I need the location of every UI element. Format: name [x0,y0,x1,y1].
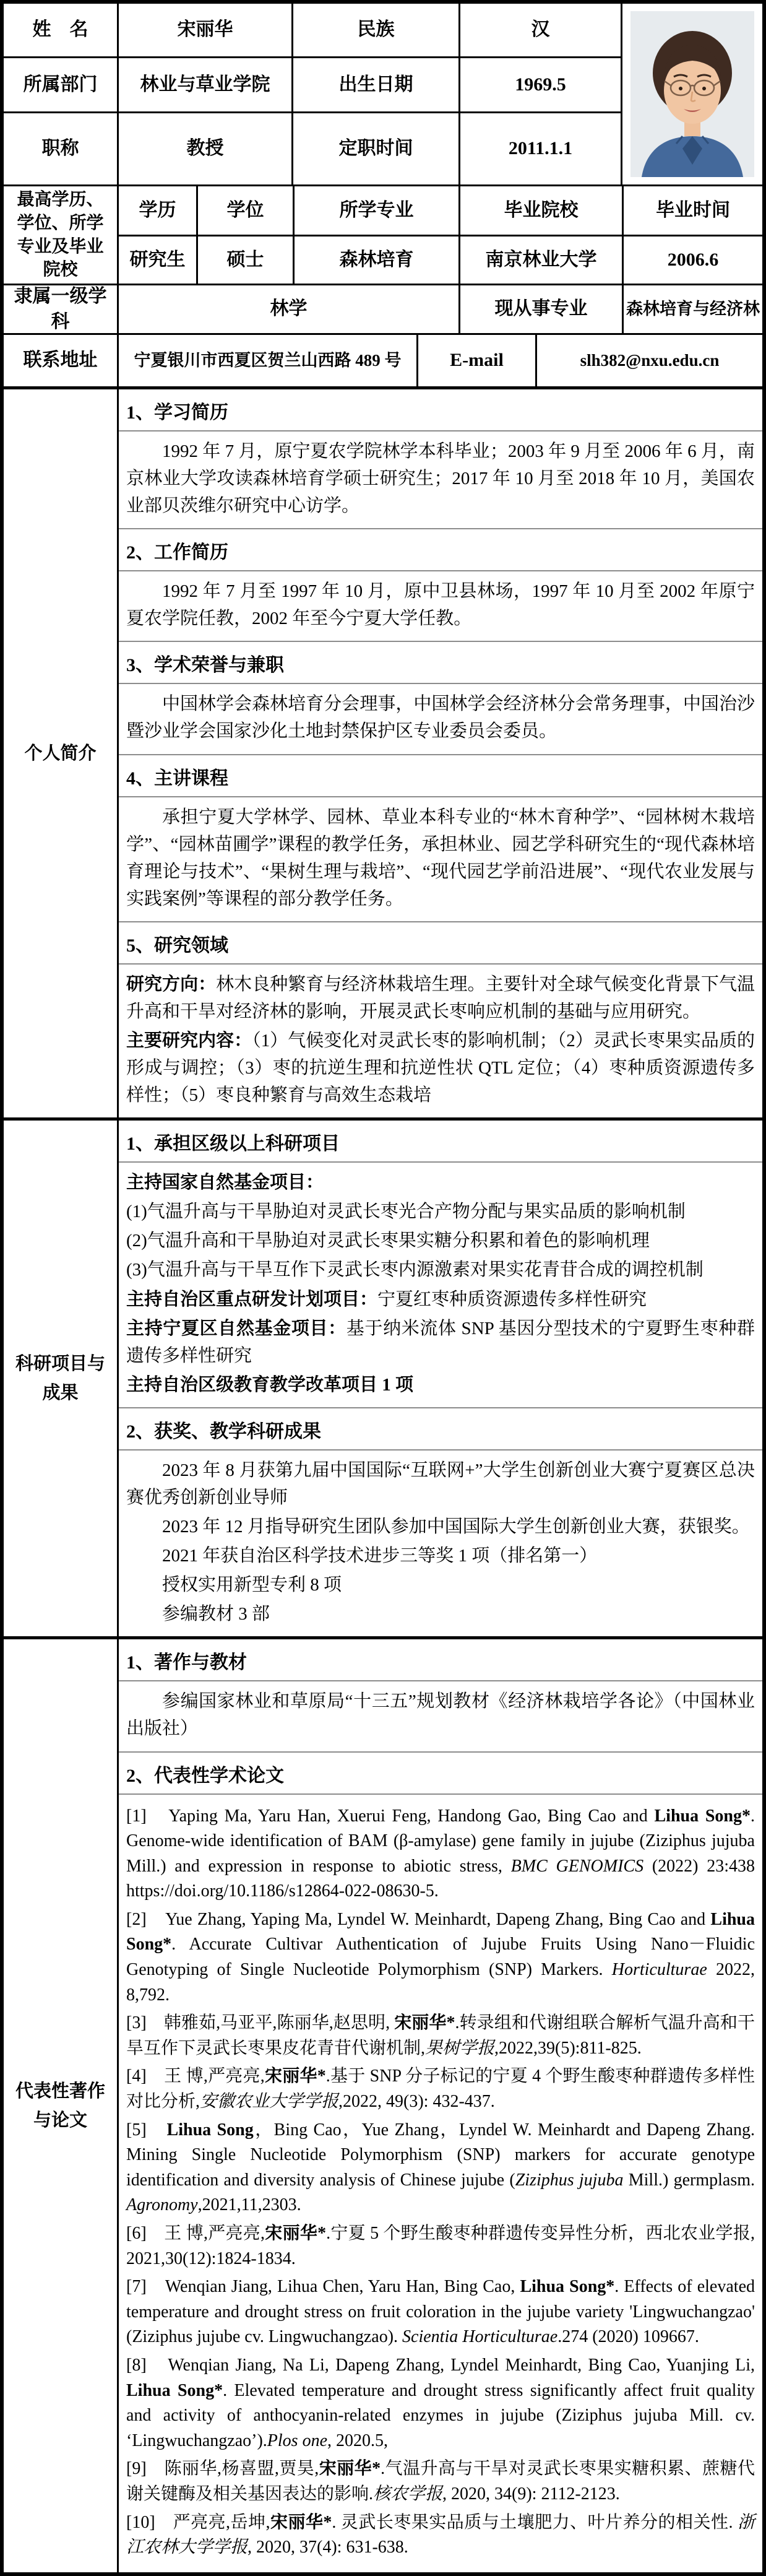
text-run: , 2020, 37(4): 631-638. [247,2538,408,2557]
section-row [4,386,762,1117]
education-row-label: 最高学历、学位、所学专业及毕业院校 [4,186,119,285]
text-run: ,2021,11,2303. [197,2195,301,2215]
section-row-label: 科研项目与成果 [4,1121,119,1636]
email-label: E-mail [418,335,537,386]
text-run: Ziziphus jujuba [515,2170,624,2190]
section-row [4,1117,762,1636]
subsection-header: 1、学习简历 [119,389,762,432]
text-run: . Genome-wide identification of BAM (β-amylase) gene family in jujube (Ziziphus jujuba Mill.) and expression in response to abiotic stress, [126,1806,755,1876]
contact-grid [4,335,762,386]
text-run: . Elevated temperature and drought stress significantly affect fruit quality and activity of anthocyanin-related enzymes in jujube (Ziziphus jujuba Mill. cv. ‘Lingwuchangzao’). [126,2380,755,2450]
reference-item [126,2510,755,2561]
subsection-header: 3、学术荣誉与兼职 [119,642,762,684]
subsection-header: 1、著作与教材 [119,1639,762,1681]
text-run: . Effects of elevated temperature and drought stress on fruit coloration in the jujube variety 'Lingwuchangzao' (Ziziphus jujube cv. Lingwuchangzao). [126,2277,755,2347]
text-run: 1992 年 7 月，原宁夏农学院林学本科毕业；2003 年 9 月至 2006 年 6 月，南京林业大学攻读森林培育学硕士研究生；2017 年 10 月至 2018 年 10 月，美国农业部贝茨维尔研究中心访学。 [126,441,755,516]
paragraph [126,578,755,632]
text-run: 2023 年 8 月获第九届中国国际“互联网+”大学生创新创业大赛宁夏赛区总决赛优秀创新创业导师 [126,1460,755,1507]
edu-header-graduation-time: 毕业时间 [624,186,762,236]
subsection-body [119,571,762,642]
subsection-header: 1、承担区级以上科研项目 [119,1121,762,1163]
text-run: 核农学报 [373,2484,443,2504]
reference-number: [1] [126,1806,169,1826]
reference-item [126,2221,755,2271]
birthdate-value: 1969.5 [460,58,622,113]
reference-item [126,2353,755,2453]
birthdate-label: 出生日期 [293,58,460,113]
reference-number: [8] [126,2355,168,2375]
text-run: 承担宁夏大学林学、园林、草业本科专业的“林木育种学”、“园林树木栽培学”、“园林苗圃学”课程的教学任务，承担林业、园艺学科研究生的“现代森林培育理论与技术”、“果树生理与栽培”、“现代园艺学前沿进展”、“现代农业发展与实践案例”等课程的部分教学任务。 [126,807,755,909]
reference-number: [2] [126,1909,166,1929]
subsection-body [119,684,762,755]
reference-item [126,1804,755,1904]
text-run: 参编国家林业和草原局“十三五”规划教材《经济林栽培学各论》（中国林业出版社） [126,1691,755,1739]
text-run: , 2020.5, [327,2431,389,2450]
ethnicity-label: 民族 [293,4,460,58]
paragraph [126,971,755,1025]
paragraph [126,1286,755,1313]
text-run: Scientia Horticulturae [402,2327,558,2347]
reference-number: [6] [126,2224,165,2243]
subsection-body [119,1163,762,1408]
reference-item [126,2118,755,2218]
current-specialty-value: 森林培育与经济林 [624,285,762,335]
paragraph [126,1513,755,1540]
reference-number: [3] [126,2013,164,2033]
department-label: 所属部门 [4,58,119,113]
text-run: Mill.) germplasm. [623,2170,755,2190]
paragraph [126,1542,755,1569]
text-run: .274 (2020) 109667. [557,2327,699,2347]
education-grid [4,186,762,285]
text-run: Lihua Song* [520,2277,615,2297]
text-run: Lihua Song [166,2120,254,2140]
edu-value-graduation-time: 2006.6 [624,236,762,285]
text-run: 基于纳米流体 SNP 基因分型技术的宁夏野生枣种群遗传多样性研究 [126,1318,755,1366]
current-specialty-label: 现从事专业 [460,285,624,335]
text-run: 主持国家自然基金项目： [126,1173,324,1193]
text-run: ，Bing Cao，Yue Zhang，Lyndel W. Meinhardt and Dapeng Zhang. Mining Single Nucleotide Polymorphism (SNP) markers for accurate genotype identification and diversity analysis of Chinese jujube ( [126,2120,755,2190]
text-run: . 灵武长枣果实品质与土壤肥力、叶片养分的相关性. [332,2512,738,2532]
text-run: 授权实用新型专利 8 项 [162,1575,342,1595]
text-run: 主持自治区重点研发计划项目： [126,1289,378,1309]
text-run: Lihua Song* [654,1806,751,1826]
basic-info-grid [4,4,762,186]
section-row [4,1636,762,2572]
paragraph [126,1256,755,1283]
edu-value-degree: 硕士 [198,236,295,285]
text-run: Wenqian Jiang, Lihua Chen, Yaru Han, Bing Cao, [165,2277,520,2297]
text-run: 宋丽华* [394,2013,455,2033]
text-run: . Accurate Cultivar Authentication of Jujube Fruits Using Nano－Fluidic Genotyping of Single Nucleotide Polymorphism (SNP) Markers. [126,1935,755,1980]
text-run: 宋丽华* [264,2066,326,2086]
paragraph [126,1457,755,1511]
text-run: 安徽农业大学学报 [200,2092,339,2112]
text-run: .转录组和代谢组联合解析气温升高和干旱互作下灵武长枣果皮花青苷代谢机制, [126,2013,755,2058]
edu-value-degree-level: 研究生 [119,236,198,285]
paragraph [126,1600,755,1628]
title-value: 教授 [119,113,293,186]
discipline-label: 隶属一级学科 [4,285,119,335]
reference-item [126,2275,755,2350]
paragraph [126,1027,755,1109]
text-run: Horticulturae [611,1960,707,1980]
text-run: 严亮亮,岳坤, [173,2512,270,2532]
text-run: 2022, 8,792. [126,1960,755,2005]
text-run: 研究方向： [126,974,217,994]
section-content [119,1121,762,1636]
subsection-header: 5、研究领域 [119,922,762,965]
text-run: 宁夏红枣种质资源遗传多样性研究 [377,1289,647,1309]
title-label: 职称 [4,113,119,186]
text-run: 林木良种繁育与经济林栽培生理。主要针对全球气候变化背景下气温升高和干旱对经济林的影响，开展灵武长枣响应机制的基础与应用研究。 [126,974,755,1021]
section-content [119,1639,762,2572]
text-run: Wenqian Jiang, Na Li, Dapeng Zhang, Lyndel Meinhardt, Bing Cao, Yuanjing Li, [168,2355,755,2375]
text-run: 果树学报 [425,2038,495,2058]
edu-header-major: 所学专业 [295,186,460,236]
subsection-body [119,432,762,529]
text-run: .气温升高与干旱对灵武长枣果实糖积累、蔗糖代谢关键酶及相关基因表达的影响. [126,2459,755,2504]
text-run: .宁夏 5 个野生酸枣种群遗传变异性分析，西北农业学报, 2021,30(12):1824-1834. [126,2224,755,2268]
portrait-photo [630,11,754,177]
subsection-body [119,797,762,922]
text-run: ,2022,39(5):811-825. [494,2038,642,2058]
email-value: slh382@nxu.edu.cn [580,351,720,370]
text-run: , 2020, 34(9): 2112-2123. [442,2484,620,2504]
text-run: Lihua Song* [126,2380,223,2400]
text-run: 宋丽华* [270,2512,332,2532]
name-value: 宋丽华 [119,4,293,58]
paragraph [126,804,755,913]
reference-item [126,2011,755,2061]
edu-header-school: 毕业院校 [460,186,624,236]
text-run: 陈丽华,杨喜盟,贾昊, [164,2459,319,2479]
text-run: (2022) 23:438 https://doi.org/10.1186/s12864-022-08630-5. [126,1856,755,1901]
text-run: （1）气候变化对灵武长枣的影响机制；（2）灵武长枣果实品质的形成与调控；（3）枣的抗逆生理和抗逆性状 QTL 定位；（4）枣种质资源遗传多样性；（5）枣良种繁育与高效生态栽培 [126,1031,755,1106]
text-run: 1992 年 7 月至 1997 年 10 月，原中卫县林场，1997 年 10 月至 2002 年原宁夏农学院任教，2002 年至今宁夏大学任教。 [126,581,755,629]
photo-cell [622,4,762,186]
reference-number: [9] [126,2459,165,2479]
text-run: 2021 年获自治区科学技术进步三等奖 1 项（排名第一） [162,1546,598,1566]
subsection-body [119,1681,762,1752]
text-run: (3)气温升高与干旱互作下灵武长枣内源激素对果实花青苷合成的调控机制 [126,1260,704,1280]
discipline-grid [4,285,762,335]
text-run: 王 博,严亮亮, [164,2224,265,2243]
text-run: 浙江农林大学学报 [126,2512,755,2557]
text-run: 主要研究内容： [126,1031,252,1051]
text-run: 宋丽华* [265,2224,327,2243]
paragraph [126,1371,755,1399]
paragraph [126,1198,755,1225]
text-run: Yaping Ma, Yaru Han, Xuerui Feng, Handong Gao, Bing Cao and [168,1806,655,1826]
text-run: 主持宁夏区自然基金项目： [126,1318,346,1338]
text-run: 王 博,严亮亮, [164,2066,265,2086]
edu-header-degree: 学位 [198,186,295,236]
paragraph [126,1169,755,1196]
text-run: 宋丽华* [319,2459,381,2479]
text-run: 主持自治区级教育教学改革项目 1 项 [126,1374,414,1395]
text-run: 韩雅茹,马亚平,陈丽华,赵思明, [163,2013,395,2033]
paragraph [126,1227,755,1254]
department-value: 林业与草业学院 [119,58,293,113]
text-run: BMC GENOMICS [510,1856,644,1876]
ethnicity-value: 汉 [460,4,622,58]
section-content [119,389,762,1117]
text-run: (1)气温升高与干旱胁迫对灵武长枣光合产物分配与果实品质的影响机制 [126,1202,686,1222]
subsection-header: 4、主讲课程 [119,755,762,797]
appointment-date-label: 定职时间 [293,113,460,186]
subsection-header: 2、代表性学术论文 [119,1753,762,1795]
paragraph [126,1315,755,1369]
address-label: 联系地址 [4,335,119,386]
text-run: ,2022, 49(3): 432-437. [338,2092,495,2112]
section-row-label: 个人简介 [4,389,119,1117]
reference-list [119,1795,762,2572]
reference-item [126,1907,755,2008]
text-run: 参编教材 3 部 [162,1604,270,1624]
reference-item [126,2064,755,2114]
section-row-label: 代表性著作与论文 [4,1639,119,2572]
subsection-header: 2、获奖、教学科研成果 [119,1408,762,1451]
address-value: 宁夏银川市西夏区贺兰山西路 489 号 [119,335,418,386]
text-run: .基于 SNP 分子标记的宁夏 4 个野生酸枣种群遗传多样性对比分析, [126,2066,755,2112]
text-run: Lihua Song* [126,1909,755,1954]
text-run: 中国林学会森林培育分会理事，中国林学会经济林分会常务理事，中国治沙暨沙业学会国家沙化土地封禁保护区专业委员会委员。 [126,694,755,742]
reference-number: [5] [126,2120,167,2140]
subsection-body [119,1451,762,1636]
appointment-date-value: 2011.1.1 [460,113,622,186]
paragraph [126,690,755,745]
reference-item [126,2457,755,2507]
text-run: Plos one [267,2431,328,2450]
subsection-header: 2、工作简历 [119,529,762,571]
paragraph [126,1688,755,1742]
main-sections [4,386,762,2572]
text-run: Yue Zhang, Yaping Ma, Lyndel W. Meinhardt, Dapeng Zhang, Bing Cao and [165,1909,711,1929]
name-label: 姓 名 [4,4,119,58]
paragraph [126,438,755,519]
reference-number: [10] [126,2512,173,2532]
edu-value-major: 森林培育 [295,236,460,285]
reference-number: [4] [126,2066,165,2086]
text-run: (2)气温升高和干旱胁迫对灵武长枣果实糖分积累和着色的影响机理 [126,1231,650,1251]
text-run: Agronomy [126,2195,198,2215]
subsection-body [119,965,762,1117]
text-run: 2023 年 12 月指导研究生团队参加中国国际大学生创新创业大赛，获银奖。 [162,1517,750,1537]
paragraph [126,1571,755,1598]
edu-value-school: 南京林业大学 [460,236,624,285]
discipline-value: 林学 [119,285,460,335]
reference-number: [7] [126,2277,165,2297]
edu-header-degree-level: 学历 [119,186,198,236]
